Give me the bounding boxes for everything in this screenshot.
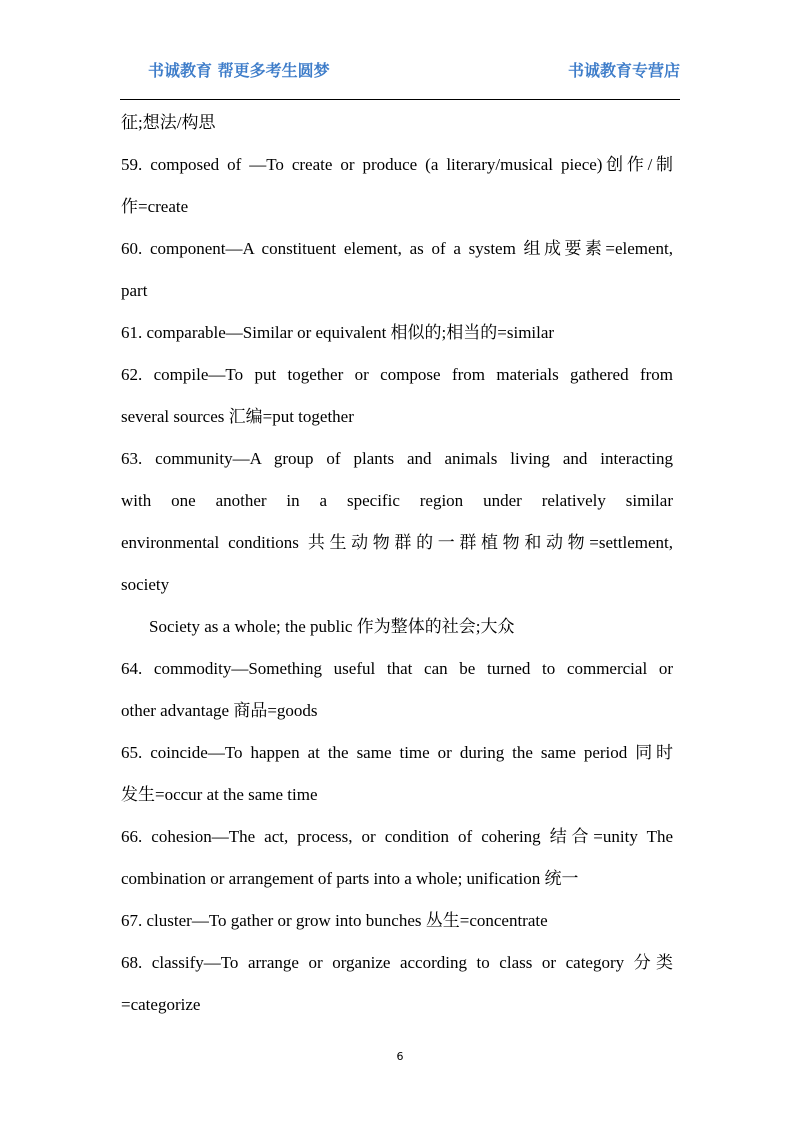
text-line: 67. cluster—To gather or grow into bunches 丛生=concentrate [121, 911, 548, 930]
text-line: part [121, 281, 148, 300]
text-line: 68. classify—To arrange or organize according to class or category 分类 [121, 953, 673, 972]
text-line: 61. comparable—Similar or equivalent 相似的;相当的=similar [121, 323, 555, 342]
text-line: several sources 汇编=put together [121, 407, 354, 426]
page-number: 6 [396, 1050, 404, 1063]
text-line: 62. compile—To put together or compose from materials gathered from [121, 365, 673, 384]
header-store-name: 书诚教育专营店 [567, 61, 680, 80]
text-line: 作=create [121, 197, 189, 216]
text-line: 征;想法/构思 [121, 113, 216, 132]
text-line: other advantage 商品=goods [121, 701, 318, 720]
text-line: 63. community—A group of plants and animals living and interacting [121, 449, 673, 468]
text-line: society [121, 575, 170, 594]
document-body [121, 102, 673, 1026]
text-line: 64. commodity—Something useful that can be turned to commercial or [121, 659, 673, 678]
text-line: combination or arrangement of parts into a whole; unification 统一 [121, 869, 579, 888]
text-line: =categorize [121, 995, 201, 1014]
header-brand-slogan: 书诚教育 帮更多考生圆梦 [148, 61, 330, 80]
text-line: 65. coincide—To happen at the same time or during the same period 同时 [121, 743, 673, 762]
header-divider [120, 99, 680, 100]
text-line: 66. cohesion—The act, process, or condition of cohering 结合=unity The [121, 827, 673, 846]
text-line: environmental conditions 共生动物群的一群植物和动物=settlement, [121, 533, 673, 552]
text-line: Society as a whole; the public 作为整体的社会;大众 [149, 617, 515, 636]
text-line: 60. component—A constituent element, as of a system 组成要素=element, [121, 239, 673, 258]
text-line: 59. composed of —To create or produce (a literary/musical piece)创作/制 [121, 155, 673, 174]
text-line: 发生=occur at the same time [121, 785, 318, 804]
text-line: with one another in a specific region under relatively similar [121, 491, 673, 510]
page-header [120, 56, 680, 84]
